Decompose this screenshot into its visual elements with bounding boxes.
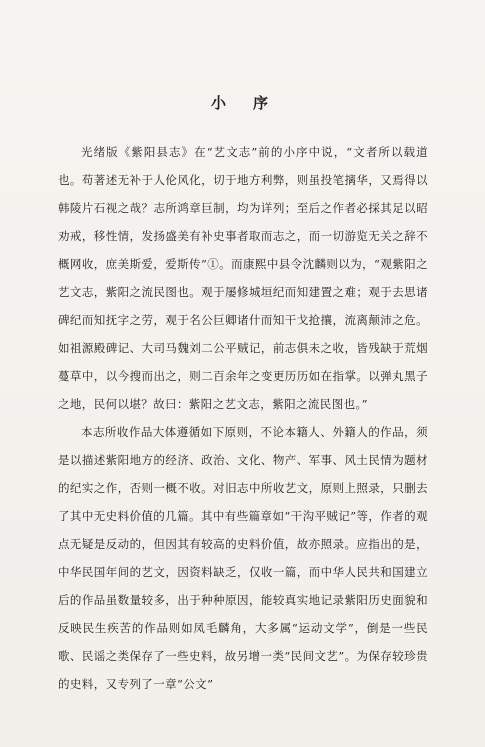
- paragraph-2: 本志所收作品大体遵循如下原则，不论本籍人、外籍人的作品，须是以描述紫阳地方的经济、政治、文化、物产、军事、风土民情为题材的纪实之作，否则一概不收。对旧志中所收艺文，原则上照录，只删去了其中无史料价值的几篇。其中有些篇章如“干沟平贼记”等，作者的观点无疑是反动的，但因其有较高的史料价值，故亦照录。应指出的是，中华民国年间的艺文，因资料缺乏，仅收一篇，而中华人民共和国建立后的作品虽数量较多，出于种种原因，能较真实地记录紫阳历史面貌和反映民生疾苦的作品则如凤毛麟角，大多属“运动文学”，倒是一些民歌、民谣之类保存了一些史料，故另增一类“民间文艺”。为保存较珍贵的史料，又专列了一章“公文”: [58, 425, 428, 691]
- paragraph-1: 光绪版《紫阳县志》在“艺文志”前的小序中说，“文者所以载道也。苟著述无补于人伦风化，切于地方利弊，则虽投笔摛华，又焉得以韩陵片石视之哉？志所鸿章巨制，均为详列；至后之作者必採其足以昭劝戒，移性情，发扬盛美有补史事者取而志之，而一切游览无关之辞不概网收，庶美斯爱，爱斯传”①。而康熙中县令沈麟则以为，“观紫阳之艺文志，紫阳之流民图也。观于屡修城垣纪而知建置之难；观于去思诸碑纪而知抚字之劳，观于名公巨卿诸什而知干戈抢攘，流离颠沛之危。如祖源殿碑记、大司马魏刘二公平贼记，前志俱未之收，皆残缺于荒烟蔓草中，以今搜而出之，则二百余年之变更历历如在指掌。以弹丸黑子之地，民何以堪？故曰：紫阳之艺文志，紫阳之流民图也。”: [58, 145, 428, 411]
- page-title: 小 序: [210, 94, 274, 112]
- preface-body: [58, 138, 428, 698]
